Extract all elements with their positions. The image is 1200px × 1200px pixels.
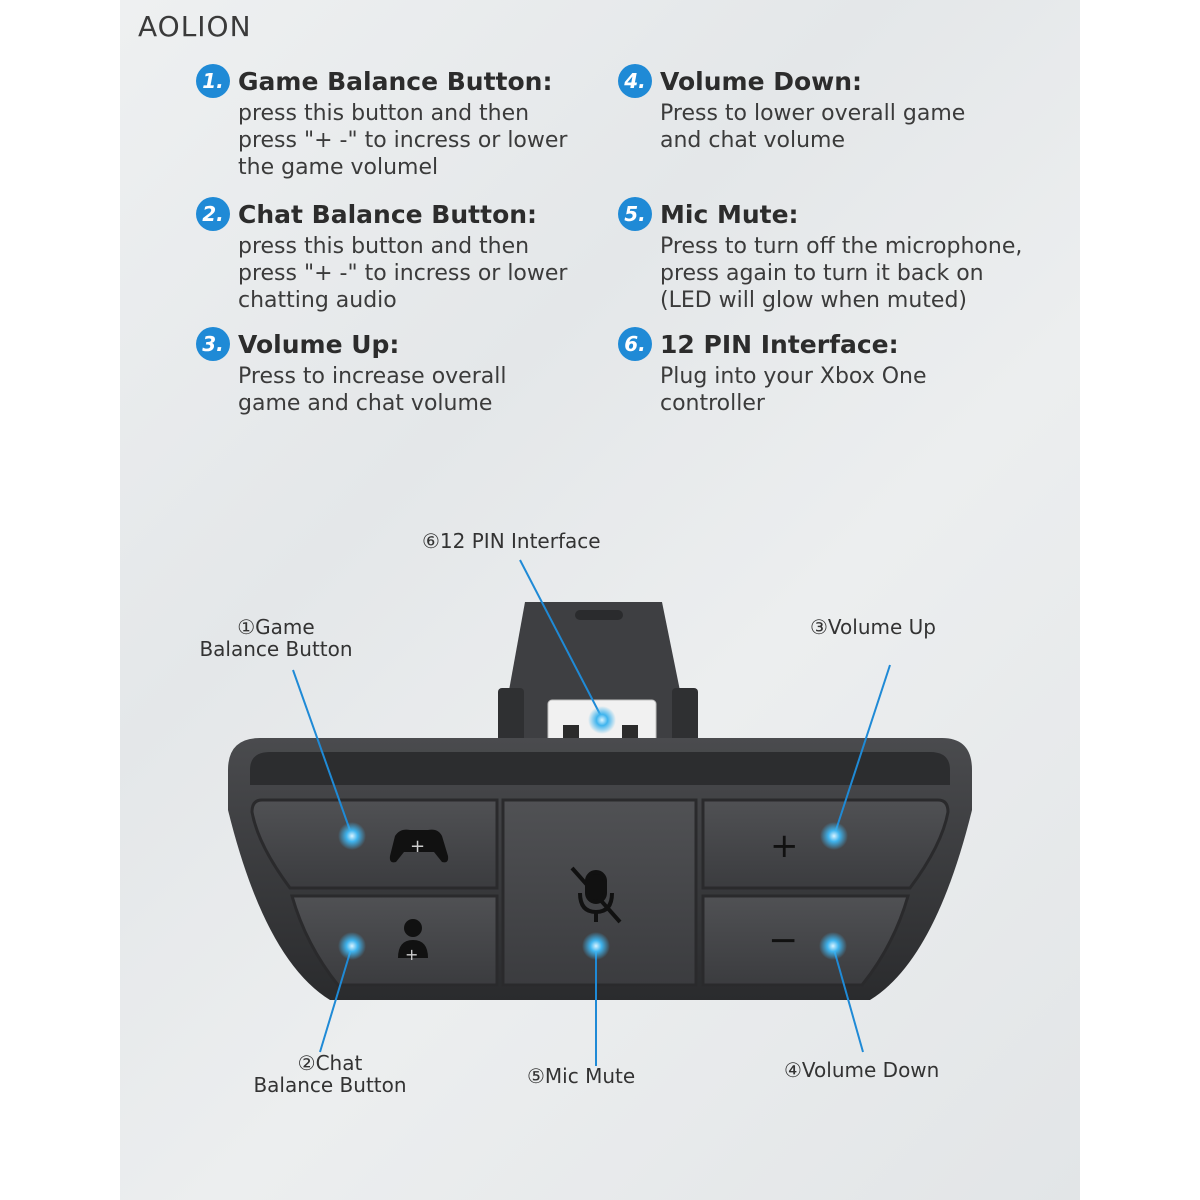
- feature-description: press this button and then press "+ -" to incress or lower the game volumel: [238, 101, 568, 180]
- feature-description: Press to increase overall game and chat volume: [238, 364, 507, 416]
- feature-title: Volume Up:: [238, 329, 400, 359]
- number-badge: 2.: [196, 197, 230, 231]
- callout-game-line2: Balance Button: [199, 637, 353, 661]
- brand-name: AOLION: [138, 10, 252, 43]
- number-badge: 6.: [618, 327, 652, 361]
- number-badge: 3.: [196, 327, 230, 361]
- feature-description: Press to lower overall game and chat volume: [660, 101, 966, 153]
- number-badge: 5.: [618, 197, 652, 231]
- person-plus-icon: +: [405, 945, 419, 964]
- minus-icon: −: [768, 920, 799, 961]
- callout-chat-balance: [240, 1052, 420, 1096]
- connector-slot: [575, 610, 623, 620]
- game-balance-button: [252, 800, 497, 888]
- callout-chat-line1: ②Chat: [297, 1051, 363, 1075]
- callout-12-pin: ⑥12 PIN Interface: [422, 529, 601, 553]
- callout-volume-down: ④Volume Down: [784, 1058, 940, 1082]
- feature-title: Chat Balance Button:: [238, 199, 538, 229]
- callout-mic-mute: ⑤Mic Mute: [527, 1064, 636, 1088]
- callout-volume-up: ③Volume Up: [810, 615, 937, 639]
- feature-description: press this button and then press "+ -" to incress or lower chatting audio: [238, 234, 568, 313]
- adapter-rim: [250, 752, 950, 785]
- number-badge: 4.: [618, 64, 652, 98]
- callout-game-line1: ①Game: [237, 615, 315, 639]
- callout-chat-line2: Balance Button: [253, 1073, 407, 1097]
- number-badge: 1.: [196, 64, 230, 98]
- gamepad-plus-icon: +: [410, 836, 426, 857]
- plus-icon: +: [770, 826, 799, 866]
- feature-description: Press to turn off the microphone, press again to turn it back on (LED will glow when muted): [660, 234, 1023, 313]
- feature-title: 12 PIN Interface:: [660, 329, 899, 359]
- feature-title: Game Balance Button:: [238, 66, 553, 96]
- callout-game-balance: [186, 616, 366, 660]
- feature-title: Mic Mute:: [660, 199, 799, 229]
- feature-title: Volume Down:: [660, 66, 863, 96]
- feature-description: Plug into your Xbox One controller: [660, 364, 927, 416]
